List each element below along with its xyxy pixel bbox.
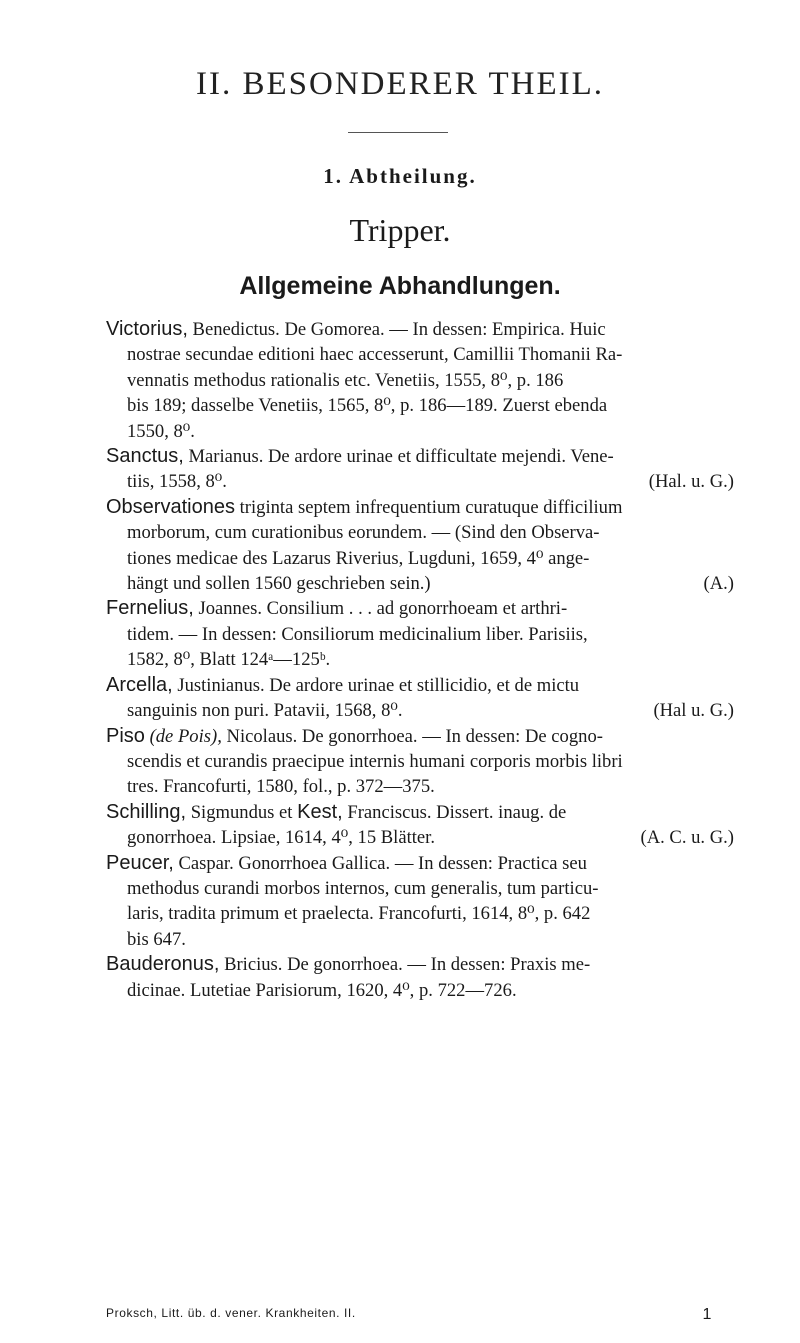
entry-line: nostrae secundae editioni haec accesserunt, Camillii Thomanii Ra- xyxy=(127,344,623,366)
entry-text: Franciscus. Dissert. inaug. de xyxy=(347,801,567,823)
entry-line-text: tiis, 1558, 8⁰. xyxy=(127,471,227,493)
entry-coauthor: Kest, xyxy=(297,800,343,823)
entry-author: Observationes xyxy=(106,495,235,518)
entry-author: Victorius, xyxy=(106,318,188,340)
entry-source-note: (A. C. u. G.) xyxy=(640,827,734,849)
entry-line: dicinae. Lutetiae Parisiorum, 1620, 4⁰, p. 722—726. xyxy=(127,979,517,1001)
entry-author: Schilling, xyxy=(106,800,187,823)
entry-source-note: (Hal. u. G.) xyxy=(648,471,734,493)
bibliography-entry xyxy=(106,952,734,1003)
entry-text: Caspar. Gonorrhoea Gallica. — In dessen: Practica seu xyxy=(178,852,587,874)
entry-line: tres. Francofurti, 1580, fol., p. 372—375. xyxy=(127,776,435,798)
entry-line xyxy=(106,698,734,723)
bibliography-list xyxy=(106,317,734,1003)
bibliography-entry xyxy=(106,673,734,724)
entry-source-note: (A.) xyxy=(703,573,734,595)
entry-text: Marianus. De ardore urinae et difficultate mejendi. Vene- xyxy=(188,446,614,468)
entry-author: Arcella, xyxy=(106,673,173,696)
entry-line: laris, tradita primum et praelecta. Francofurti, 1614, 8⁰, p. 642 xyxy=(127,903,591,925)
entry-text: Nicolaus. De gonorrhoea. — In dessen: De cogno- xyxy=(226,725,603,747)
running-head: Proksch, Litt. üb. d. vener. Krankheiten. II. xyxy=(106,1306,356,1320)
entry-author: Fernelius, xyxy=(106,597,194,620)
entry-alias: (de Pois), xyxy=(149,725,222,747)
bibliography-entry xyxy=(106,851,734,953)
bibliography-entry xyxy=(106,317,734,444)
entry-line: 1550, 8⁰. xyxy=(127,420,195,442)
entry-line-text: sanguinis non puri. Patavii, 1568, 8⁰. xyxy=(127,700,403,722)
subheading: Allgemeine Abhandlungen. xyxy=(239,272,561,300)
entry-text: Justinianus. De ardore urinae et stillicidio, et de mictu xyxy=(177,674,580,696)
entry-text: Joannes. Consilium . . . ad gonorrhoeam et arthri- xyxy=(198,598,568,620)
entry-line-text: hängt und sollen 1560 geschrieben sein.) xyxy=(127,573,431,595)
entry-line: bis 189; dasselbe Venetiis, 1565, 8⁰, p. 186—189. Zuerst ebenda xyxy=(127,395,608,417)
entry-line: methodus curandi morbos internos, cum generalis, tum particu- xyxy=(127,877,599,899)
entry-author: Sanctus, xyxy=(106,445,184,468)
entry-text: Sigmundus et xyxy=(190,801,293,823)
entry-line xyxy=(106,571,734,596)
entry-author: Bauderonus, xyxy=(106,953,220,976)
title-rule xyxy=(348,132,448,133)
page-number: 1 xyxy=(702,1306,712,1323)
entry-line: tiones medicae des Lazarus Riverius, Lugduni, 1659, 4⁰ ange- xyxy=(127,547,590,569)
page-footer xyxy=(106,1306,734,1324)
entry-line-text: gonorrhoea. Lipsiae, 1614, 4⁰, 15 Blätter. xyxy=(127,827,435,849)
part-title: II. BESONDERER THEIL. xyxy=(195,66,605,102)
entry-text: triginta septem infrequentium curatuque difficilium xyxy=(239,496,623,518)
entry-source-note: (Hal u. G.) xyxy=(653,700,734,722)
entry-line xyxy=(106,469,734,494)
entry-line: bis 647. xyxy=(127,928,186,950)
entry-text: Benedictus. De Gomorea. — In dessen: Empirica. Huic xyxy=(192,319,606,340)
entry-line: vennatis methodus rationalis etc. Venetiis, 1555, 8⁰, p. 186 xyxy=(127,369,564,391)
entry-text: Bricius. De gonorrhoea. — In dessen: Praxis me- xyxy=(224,954,591,976)
bibliography-entry xyxy=(106,444,734,495)
entry-line: morborum, cum curationibus eorundem. — (Sind den Observa- xyxy=(127,522,600,544)
bibliography-entry xyxy=(106,800,734,851)
entry-author: Peucer, xyxy=(106,851,174,874)
entry-author: Piso xyxy=(106,724,145,747)
bibliography-entry xyxy=(106,495,734,597)
topic-heading: Tripper. xyxy=(349,212,451,248)
bibliography-entry xyxy=(106,596,734,672)
section-heading: 1. Abtheilung. xyxy=(323,164,477,188)
entry-line xyxy=(106,825,734,850)
entry-line: tidem. — In dessen: Consiliorum medicinalium liber. Parisiis, xyxy=(127,623,588,645)
entry-line: scendis et curandis praecipue internis humani corporis morbis libri xyxy=(127,750,623,772)
entry-line: 1582, 8⁰, Blatt 124ᵃ—125ᵇ. xyxy=(127,649,331,671)
bibliography-entry xyxy=(106,724,734,800)
